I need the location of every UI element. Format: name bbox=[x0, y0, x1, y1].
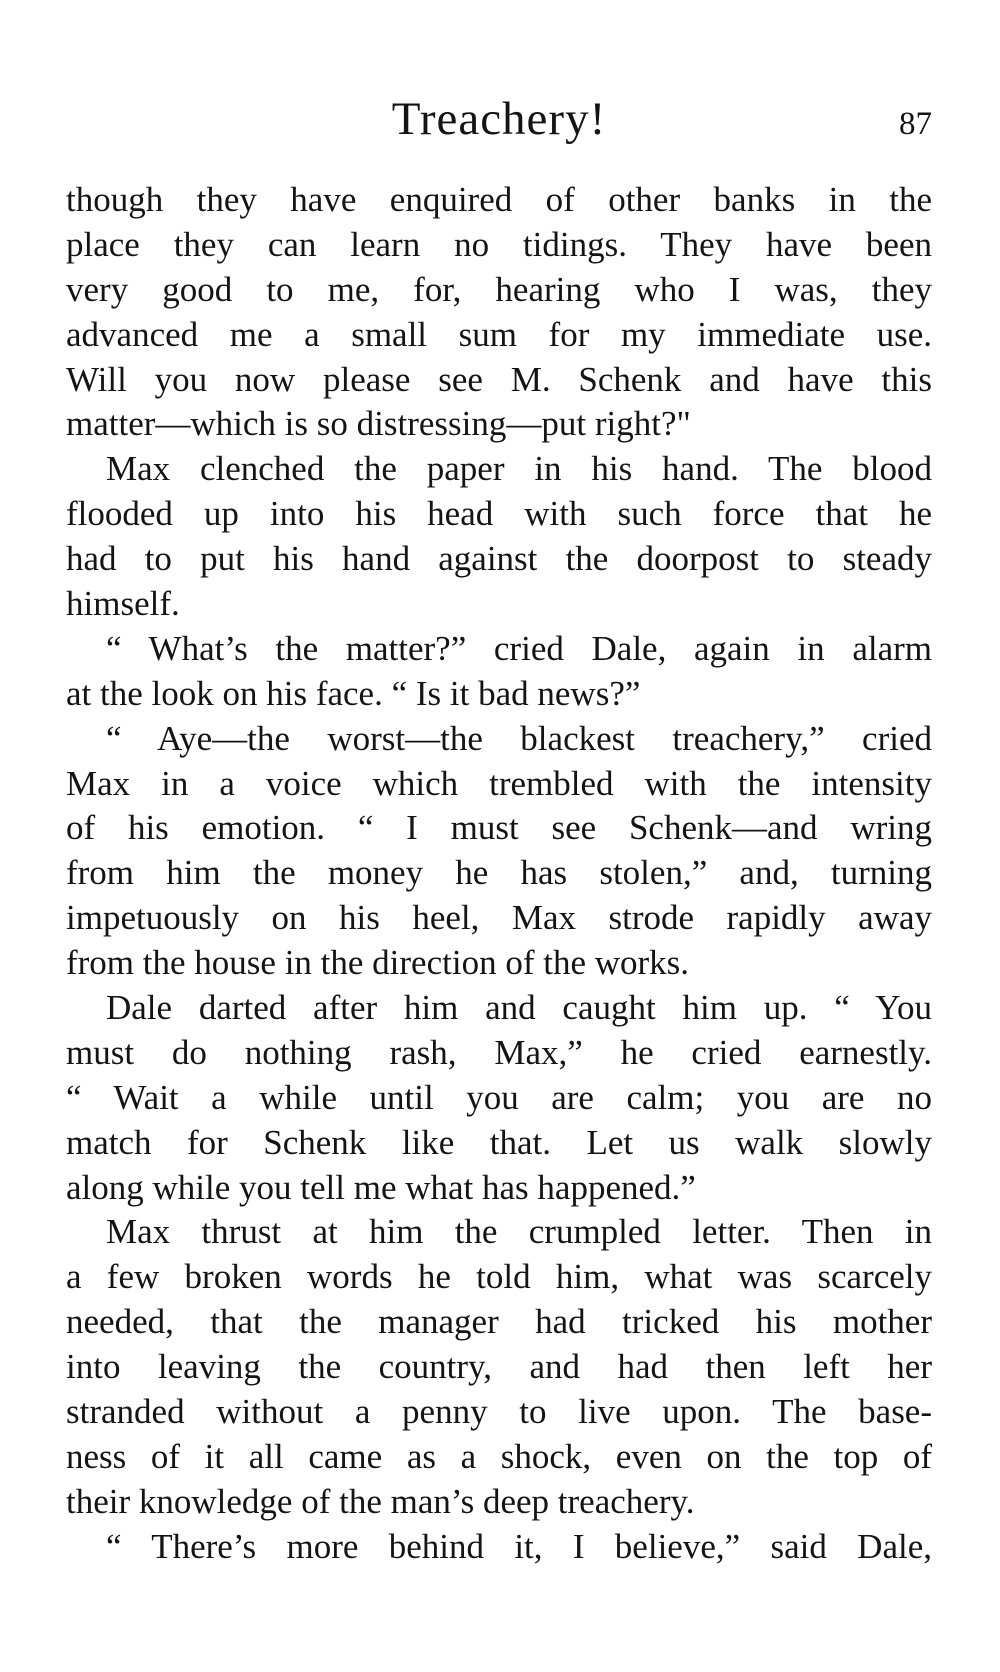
text-line: Max in a voice which trembled with the intensity bbox=[66, 763, 932, 803]
text-line: stranded without a penny to live upon. The base- bbox=[66, 1392, 932, 1432]
body-text bbox=[66, 178, 932, 1570]
text-line: ness of it all came as a shock, even on the top of bbox=[66, 1436, 932, 1476]
text-line: place they can learn no tidings. They have been bbox=[66, 224, 932, 264]
text-line: match for Schenk like that. Let us walk slowly bbox=[66, 1122, 932, 1162]
text-line: “ There’s more behind it, I believe,” said Dale, bbox=[106, 1526, 932, 1566]
text-line: of his emotion. “ I must see Schenk—and wring bbox=[66, 808, 932, 848]
text-line: himself. bbox=[66, 584, 180, 624]
text-line: from him the money he has stolen,” and, turning bbox=[66, 853, 932, 893]
page-number: 87 bbox=[899, 106, 932, 142]
text-line: “ Wait a while until you are calm; you are no bbox=[66, 1077, 932, 1117]
text-line: Dale darted after him and caught him up. “ You bbox=[106, 988, 932, 1028]
text-line: at the look on his face. “ Is it bad news?” bbox=[66, 673, 641, 713]
text-line: their knowledge of the man’s deep treachery. bbox=[66, 1481, 695, 1521]
text-line: “ Aye—the worst—the blackest treachery,” cried bbox=[106, 718, 932, 758]
text-line: flooded up into his head with such force that he bbox=[66, 494, 932, 534]
text-line: a few broken words he told him, what was scarcely bbox=[66, 1257, 932, 1297]
text-line: impetuously on his heel, Max strode rapidly away bbox=[66, 898, 932, 938]
text-line: “ What’s the matter?” cried Dale, again in alarm bbox=[106, 628, 932, 668]
page-header bbox=[66, 84, 932, 154]
running-title: Treachery! bbox=[391, 93, 607, 145]
text-line: though they have enquired of other banks in the bbox=[66, 180, 932, 219]
text-line: into leaving the country, and had then left her bbox=[66, 1347, 932, 1387]
text-line: had to put his hand against the doorpost to steady bbox=[66, 539, 932, 579]
text-line: needed, that the manager had tricked his mother bbox=[66, 1302, 932, 1342]
text-line: from the house in the direction of the works. bbox=[66, 943, 690, 983]
text-line: advanced me a small sum for my immediate use. bbox=[66, 314, 932, 354]
text-line: Max thrust at him the crumpled letter. Then in bbox=[106, 1212, 932, 1252]
text-line: matter—which is so distressing—put right?" bbox=[66, 404, 691, 444]
text-line: very good to me, for, hearing who I was, they bbox=[66, 269, 932, 309]
text-line: Max clenched the paper in his hand. The blood bbox=[106, 449, 932, 489]
text-line: Will you now please see M. Schenk and have this bbox=[66, 359, 932, 399]
text-line: along while you tell me what has happened.” bbox=[66, 1167, 696, 1207]
text-line: must do nothing rash, Max,” he cried earnestly. bbox=[66, 1032, 932, 1072]
